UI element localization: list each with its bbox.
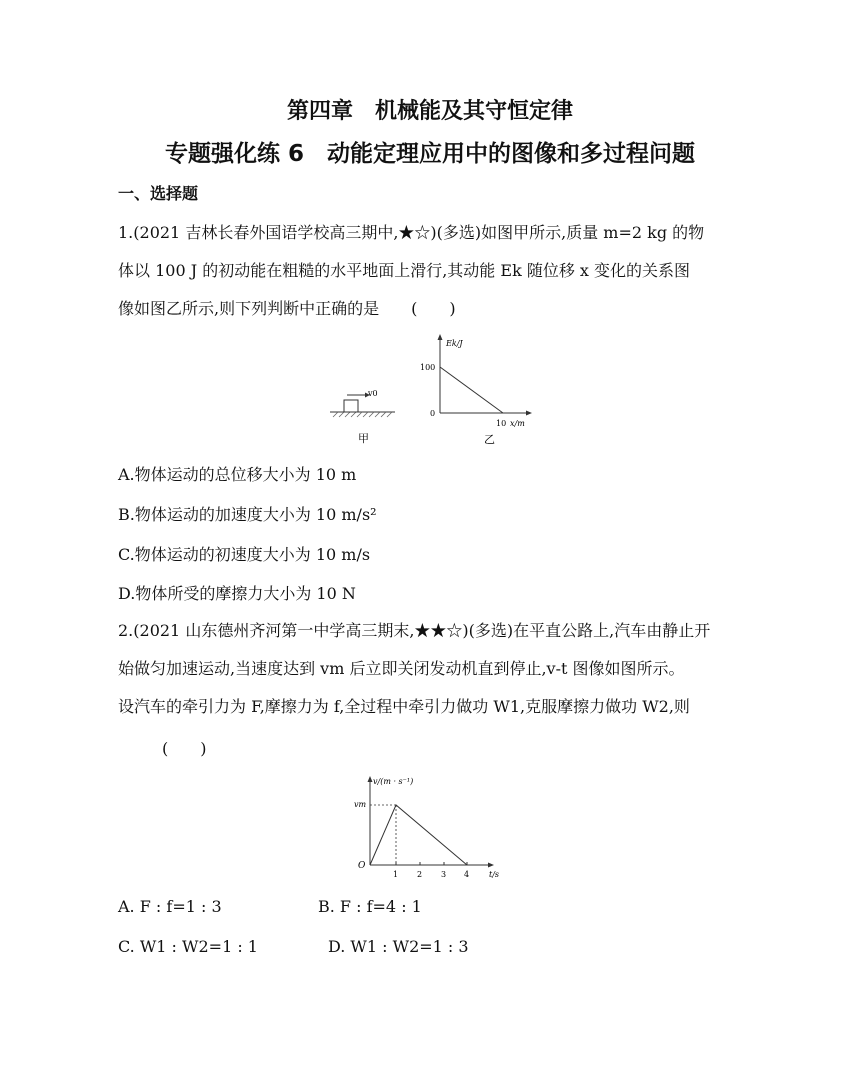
question-1-line-3: 像如图乙所示,则下列判断中正确的是 ( )	[118, 299, 456, 318]
x-axis-label: x/m	[510, 419, 525, 428]
question-2-line-3: 设汽车的牵引力为 F,摩擦力为 f,全过程中牵引力做功 W1,克服摩擦力做功 W2,则	[118, 697, 690, 716]
question-1-stem	[118, 214, 758, 328]
y-axis-label: Ek/J	[446, 339, 463, 348]
vt-figure	[340, 768, 510, 883]
vt-x-axis-arrow	[488, 863, 494, 868]
ground-hatch	[333, 412, 392, 417]
vt-x-tick-2: 2	[417, 870, 423, 879]
vt-x-tick-4: 4	[464, 870, 470, 879]
vt-origin-label: O	[358, 861, 366, 871]
topic-title: 专题强化练 6 动能定理应用中的图像和多过程问题	[164, 141, 695, 167]
figure-yi-caption: 乙	[484, 433, 495, 446]
q1-option-b[interactable]: B.物体运动的加速度大小为 10 m/s²	[118, 505, 377, 524]
q2-option-d[interactable]: D. W1 : W2=1 : 3	[328, 937, 469, 956]
figure-yi	[410, 330, 540, 450]
vt-y-axis-arrow	[368, 776, 373, 782]
ek-line	[440, 367, 503, 413]
question-2-line-1: 2.(2021 山东德州齐河第一中学高三期末,★★☆)(多选)在平直公路上,汽车由静止开	[118, 621, 711, 640]
vt-y-tick-vm: vm	[354, 800, 367, 809]
vt-curve	[370, 805, 467, 865]
vt-x-axis-label: t/s	[489, 870, 500, 879]
question-2-stem	[118, 612, 758, 726]
question-1-line-2: 体以 100 J 的初动能在粗糙的水平地面上滑行,其动能 Ek 随位移 x 变化的关系图	[118, 261, 691, 280]
section-heading: 一、选择题	[118, 184, 199, 203]
q1-option-d[interactable]: D.物体所受的摩擦力大小为 10 N	[118, 584, 356, 603]
figure-jia	[325, 380, 415, 450]
q2-option-b[interactable]: B. F : f=4 : 1	[318, 897, 422, 916]
y-tick-100: 100	[420, 363, 436, 372]
q2-option-a[interactable]: A. F : f=1 : 3	[118, 897, 222, 916]
x-tick-10: 10	[496, 419, 507, 428]
q1-option-c[interactable]: C.物体运动的初速度大小为 10 m/s	[118, 545, 371, 564]
y-axis-arrow	[438, 334, 443, 340]
q1-option-a[interactable]: A.物体运动的总位移大小为 10 m	[118, 465, 357, 484]
question-2-line-2: 始做匀加速运动,当速度达到 vm 后立即关闭发动机直到停止,v-t 图像如图所示。	[118, 659, 685, 678]
x-axis-arrow	[526, 411, 532, 416]
vt-y-axis-label: v/(m · s⁻¹)	[373, 777, 414, 786]
block	[344, 400, 358, 412]
figure-jia-caption: 甲	[358, 432, 369, 445]
vt-x-tick-3: 3	[441, 870, 447, 879]
chapter-title: 第四章 机械能及其守恒定律	[286, 99, 573, 124]
v0-label: v0	[368, 389, 378, 398]
origin-label: 0	[430, 409, 436, 418]
question-1-line-1: 1.(2021 吉林长春外国语学校高三期中,★☆)(多选)如图甲所示,质量 m=2 kg 的物	[118, 223, 705, 242]
vt-x-tick-1: 1	[393, 870, 399, 879]
q2-option-c[interactable]: C. W1 : W2=1 : 1	[118, 937, 258, 956]
question-2-answer-paren: ( )	[162, 739, 207, 758]
